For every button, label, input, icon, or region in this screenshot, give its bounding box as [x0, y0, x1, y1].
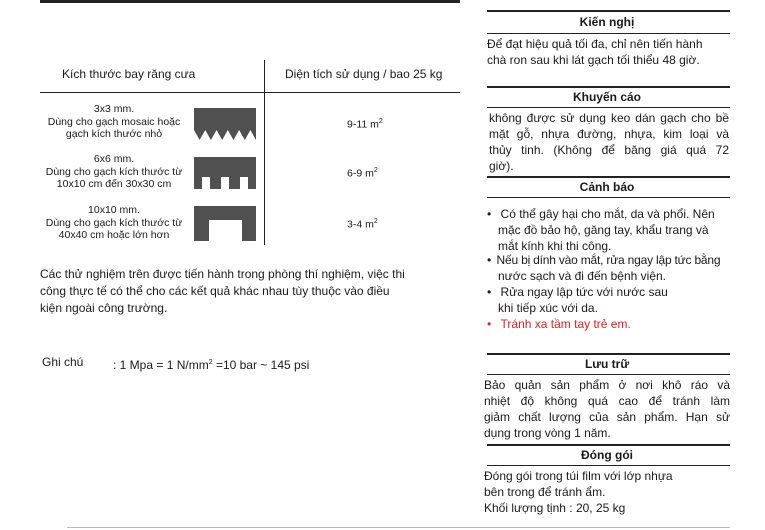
ghi-chu-value: : 1 Mpa = 1 $N/mm^2 =10$ bar ~ 145 psi	[113, 358, 310, 372]
bullet-icon: •	[487, 317, 492, 331]
coverage-value: 3-4 $m^2$	[347, 218, 378, 231]
square-notch-trowel-6mm-icon	[194, 157, 256, 189]
section-rule-top	[487, 353, 730, 355]
khuyen-cao-text: không được sử dụng keo dán gạch cho bề mặt gỗ, nhựa đường, nhựa, kim loại và thủy tinh. (Không để băng giá quá 72 giờ).	[489, 111, 729, 173]
note-line: công thực tế có thể cho các kết quả khác nhau tùy thuộc vào điều	[40, 284, 390, 298]
table-header-rule	[40, 92, 460, 93]
canh-bao-title: Cảnh báo	[579, 180, 635, 194]
kien-nghi-text: Để đạt hiệu quả tối đa, chỉ nên tiến hành chà ron sau khi lát gạch tối thiểu 48 giờ.	[487, 37, 703, 67]
test-note-paragraph	[40, 266, 440, 317]
section-rule-bottom	[487, 465, 730, 466]
warning-item-children: • Tránh xa tầm tay trẻ em.	[487, 317, 631, 331]
table-header-coverage: Diện tích sử dụng / bao 25 kg	[285, 67, 443, 81]
section-rule-bottom	[487, 374, 730, 375]
trowel-size: 6x6 mm.	[93, 153, 135, 165]
bullet-icon: •	[487, 253, 492, 267]
section-rule-top	[487, 10, 730, 12]
section-rule-top	[487, 444, 730, 446]
bullet-icon: •	[487, 285, 492, 299]
trowel-usage: Dùng cho gạch kích thước từ	[45, 216, 183, 229]
ghi-chu-label: Ghi chú	[42, 355, 84, 369]
trowel-usage: gạch kích thước nhỏ	[65, 128, 163, 140]
section-rule-bottom	[487, 197, 730, 198]
table-row	[44, 103, 184, 141]
trowel-size: 3x3 mm.	[93, 103, 135, 115]
section-rule-top	[487, 176, 730, 178]
trowel-usage: 10x10 cm đến 30x30 cm	[56, 178, 172, 190]
section-rule-top	[487, 86, 730, 88]
top-rule	[40, 0, 460, 3]
table-row	[44, 204, 184, 242]
table-column-divider	[264, 60, 265, 245]
section-rule-bottom	[487, 33, 730, 34]
coverage-value: 6-9 $m^2$	[347, 167, 378, 180]
trowel-usage: 40x40 cm hoặc lớn hơn	[58, 229, 170, 241]
note-line: kiện ngoài công trường.	[40, 301, 168, 315]
table-header-trowel-size: Kích thước bay răng cưa	[62, 67, 196, 81]
table-row	[44, 153, 184, 191]
bottom-rule	[67, 527, 730, 528]
coverage-value: 9-11 $m^2$	[347, 118, 383, 131]
warning-item: • Rửa ngay lập tức với nước sau khi tiếp xúc với da.	[487, 285, 668, 315]
warning-item: • Có thể gây hại cho mắt, da và phổi. Nên mặc đồ bảo hộ, găng tay, khẩu trang và mắt kính khi thi công.	[487, 207, 715, 253]
kien-nghi-title: Kiến nghị	[579, 15, 635, 29]
khuyen-cao-title: Khuyến cáo	[572, 90, 641, 104]
trowel-usage: Dùng cho gạch mosaic hoặc	[47, 115, 181, 128]
trowel-size: 10x10 mm.	[88, 204, 140, 216]
note-line: Các thử nghiệm trên được tiến hành trong phòng thí nghiệm, việc thi	[40, 267, 405, 281]
dong-goi-title: Đóng gói	[581, 448, 633, 462]
warning-item: • Nếu bị dính vào mắt, rửa ngay lập tức bằng nước sạch và đi đến bệnh viện.	[487, 253, 721, 283]
triangular-notch-trowel-icon	[194, 108, 256, 140]
dong-goi-text: Đóng gói trong túi film với lớp nhựa bên trong để tránh ẩm. Khối lượng tịnh : 20, 25 kg	[484, 469, 673, 515]
luu-tru-text: Bảo quản sản phẩm ở nơi khô ráo và nhiệt độ không quá cao để tránh làm giảm chất lượng của sản phẩm. Hạn sử dụng trong vòng 1 năm.	[484, 378, 730, 440]
luu-tru-title: Lưu trữ	[584, 357, 630, 371]
trowel-usage: Dùng cho gạch kích thước từ	[45, 165, 183, 178]
bullet-icon: •	[487, 207, 492, 221]
square-notch-trowel-10mm-icon	[194, 206, 256, 241]
section-rule-bottom	[487, 107, 730, 108]
